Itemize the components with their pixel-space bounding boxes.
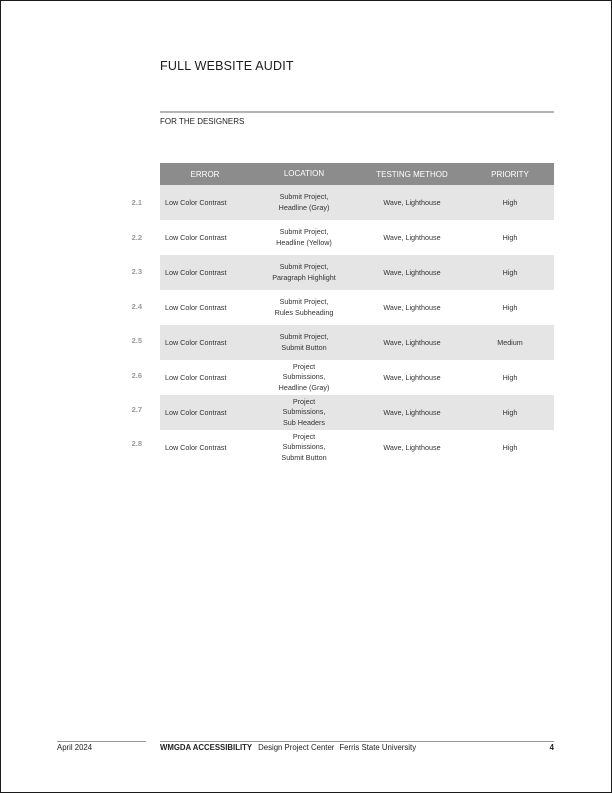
- cell-error: Low Color Contrast: [165, 198, 227, 207]
- cell-priority: High: [502, 268, 518, 277]
- row-number: 2.4: [131, 302, 142, 311]
- cell-testing-method: Wave, Lighthouse: [383, 303, 441, 312]
- table-row: [160, 395, 554, 430]
- row-number: 2.1: [131, 198, 142, 207]
- row-number: 2.8: [131, 439, 142, 448]
- row-number: 2.6: [131, 371, 142, 380]
- cell-testing-method: Wave, Lighthouse: [383, 268, 441, 277]
- row-number: 2.7: [131, 405, 142, 414]
- row-number: 2.5: [131, 336, 142, 345]
- footer-brand: [160, 743, 416, 752]
- cell-location: [250, 192, 358, 213]
- footer-date: April 2024: [57, 743, 93, 752]
- cell-location: [250, 432, 358, 464]
- cell-priority: High: [502, 198, 518, 207]
- location-line: Project: [292, 431, 316, 441]
- cell-error: Low Color Contrast: [165, 303, 227, 312]
- cell-priority: High: [502, 233, 518, 242]
- cell-error: Low Color Contrast: [165, 443, 227, 452]
- location-line: Sub Headers: [283, 417, 325, 427]
- row-number: 2.2: [131, 233, 142, 242]
- location-line: Submit Project,: [279, 192, 329, 201]
- header-priority: PRIORITY: [491, 169, 529, 179]
- table-row: [160, 325, 554, 360]
- page-number: 4: [549, 743, 554, 752]
- header-error: ERROR: [190, 169, 220, 179]
- cell-testing-method: Wave, Lighthouse: [383, 198, 441, 207]
- location-line: Rules Subheading: [274, 307, 334, 317]
- cell-testing-method: Wave, Lighthouse: [383, 408, 441, 417]
- cell-priority: Medium: [497, 338, 523, 347]
- cell-priority: High: [502, 303, 518, 312]
- location-line: Submit Project,: [279, 332, 329, 341]
- table-header: [160, 163, 554, 185]
- cell-testing-method: Wave, Lighthouse: [383, 373, 441, 382]
- location-line: Paragraph Highlight: [272, 272, 336, 282]
- location-line: Headline (Yellow): [276, 237, 332, 247]
- cell-location: [250, 332, 358, 353]
- cell-testing-method: Wave, Lighthouse: [383, 338, 441, 347]
- location-line: Headline (Gray): [278, 382, 330, 392]
- cell-location: [250, 262, 358, 283]
- location-line: Project: [292, 396, 316, 406]
- table-row: [160, 255, 554, 290]
- cell-error: Low Color Contrast: [165, 338, 227, 347]
- location-line: Submit Button: [281, 452, 327, 462]
- cell-location: [250, 362, 358, 394]
- location-line: Submit Project,: [279, 227, 329, 236]
- page-title: FULL WEBSITE AUDIT: [160, 59, 294, 73]
- location-line: Submit Button: [281, 342, 327, 352]
- location-line: Submissions,: [282, 407, 326, 417]
- location-line: Headline (Gray): [278, 202, 330, 212]
- cell-location: [250, 397, 358, 429]
- cell-error: Low Color Contrast: [165, 408, 227, 417]
- location-line: Submit Project,: [279, 262, 329, 271]
- cell-error: Low Color Contrast: [165, 268, 227, 277]
- audit-table: [160, 163, 554, 465]
- location-line: Project: [292, 361, 316, 371]
- section-heading: FOR THE DESIGNERS: [160, 117, 245, 126]
- cell-location: [250, 297, 358, 318]
- location-line: Submissions,: [282, 442, 326, 452]
- cell-location: [250, 227, 358, 248]
- header-testing-method: TESTING METHOD: [376, 169, 448, 179]
- cell-testing-method: Wave, Lighthouse: [383, 233, 441, 242]
- location-line: Submit Project,: [279, 297, 329, 306]
- cell-error: Low Color Contrast: [165, 373, 227, 382]
- table-row: [160, 185, 554, 220]
- table-row: [160, 360, 554, 395]
- cell-error: Low Color Contrast: [165, 233, 227, 242]
- footer-divider-left: [57, 741, 146, 742]
- table-row: [160, 290, 554, 325]
- row-number: 2.3: [131, 267, 142, 276]
- cell-testing-method: Wave, Lighthouse: [383, 443, 441, 452]
- cell-priority: High: [502, 443, 518, 452]
- table-row: [160, 220, 554, 255]
- table-row: [160, 430, 554, 465]
- footer-center: Design Project Center: [258, 743, 335, 752]
- section-divider: [160, 111, 554, 113]
- cell-priority: High: [502, 373, 518, 382]
- cell-priority: High: [502, 408, 518, 417]
- location-line: Submissions,: [282, 372, 326, 382]
- footer-brand-name: WMGDA ACCESSIBILITY: [160, 743, 253, 752]
- footer-divider-right: [160, 741, 554, 742]
- header-location: LOCATION: [283, 168, 325, 178]
- footer-university: Ferris State University: [339, 743, 417, 752]
